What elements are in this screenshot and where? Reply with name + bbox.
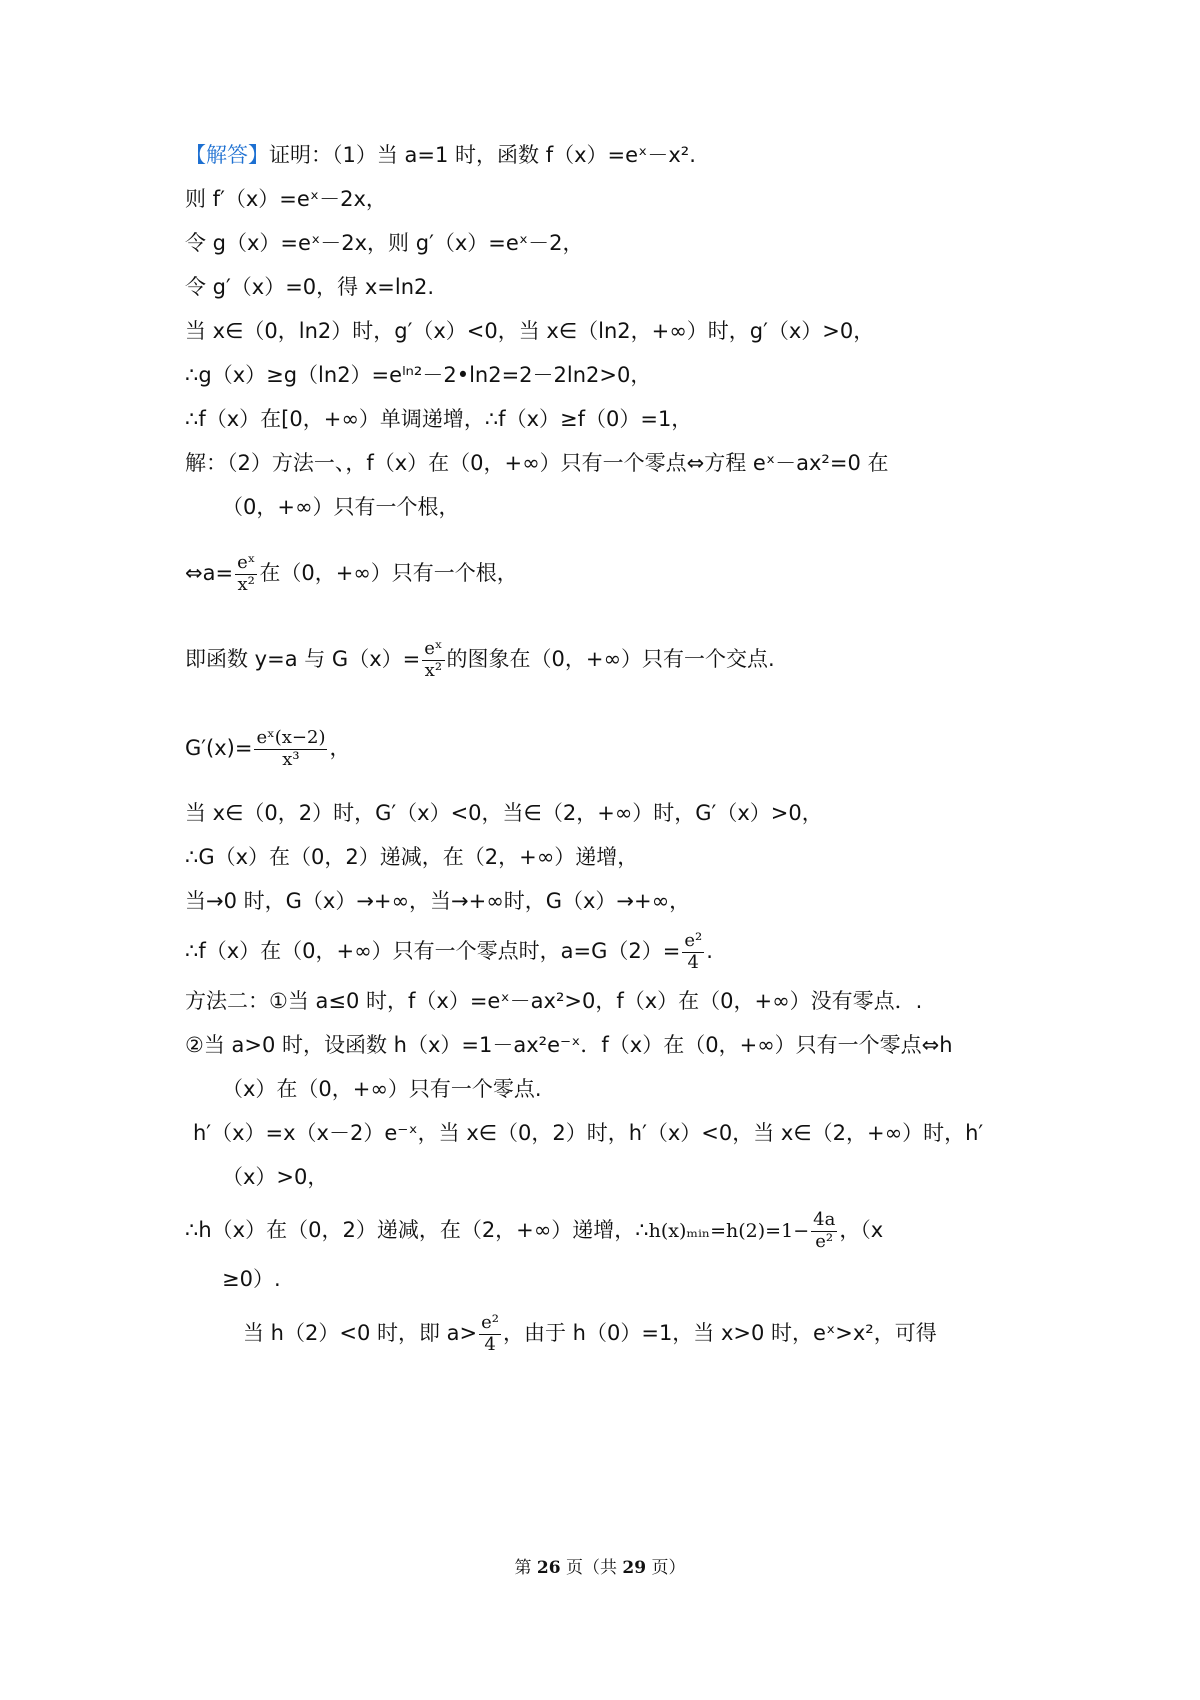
answer-line-20: h′（x）=x（x－2）e⁻ˣ，当 x∈（0，2）时，h′（x）<0，当 x∈（2，+∞）时，h′	[193, 1121, 984, 1145]
answer-line-19: （x）在（0，+∞）只有一个零点.	[222, 1077, 542, 1101]
answer-line-12: G′(x)= $\frac{\text{eˣ(x−2)}}{\text{x³}}$ ，	[185, 727, 351, 770]
answer-line-6: ∴g（x）≥g（ln2）=eˡⁿ²－2•ln2=2－2ln2>0，	[185, 363, 652, 387]
answer-line-21: （x）>0，	[222, 1165, 329, 1189]
answer-line-3: 令 g（x）=eˣ－2x，则 g′（x）=eˣ－2，	[185, 231, 584, 255]
answer-line-1: 【解答】证明：（1）当 a=1 时，函数 f（x）=eˣ－x².	[185, 143, 696, 167]
answer-line-15: 当→0 时，G（x）→+∞，当→+∞时，G（x）→+∞，	[185, 889, 691, 913]
fraction: $\frac{\text{e²}}{4}$	[684, 930, 703, 973]
answer-line-9: （0，+∞）只有一个根，	[222, 495, 460, 519]
fraction: $\frac{\text{e²}}{4}$	[481, 1312, 499, 1355]
fraction: $\frac{\text{eˣ(x−2)}}{\text{x³}}$	[256, 727, 326, 770]
answer-line-4: 令 g′（x）=0，得 x=ln2.	[185, 275, 435, 299]
answer-line-24: 当 h（2）<0 时，即 a> $\frac{\text{e²}}{4}$ ，由于 h（0）=1，当 x>0 时，eˣ>x²，可得	[243, 1312, 937, 1355]
answer-tag: 【解答】	[185, 143, 269, 167]
fraction: $\frac{4a}{\text{e²}}$	[813, 1209, 836, 1252]
fraction: $\frac{\text{eˣ}}{\text{x²}}$	[424, 638, 443, 681]
answer-line-23: ≥0）.	[222, 1267, 281, 1291]
answer-line-14: ∴G（x）在（0，2）递减，在（2，+∞）递增，	[185, 845, 639, 869]
answer-line-17: 方法二：①当 a≤0 时，f（x）=eˣ－ax²>0，f（x）在（0，+∞）没有零点．.	[185, 989, 923, 1013]
answer-line-8: 解：（2）方法一、，f（x）在（0，+∞）只有一个零点⇔方程 eˣ－ax²=0 在	[185, 451, 889, 475]
page-footer: 第 26 页（共 29 页）	[514, 1558, 686, 1578]
current-page: 26	[536, 1558, 561, 1578]
fraction: $\frac{\text{eˣ}}{\text{x²}}$	[237, 552, 256, 595]
answer-line-16: ∴f（x）在（0，+∞）只有一个零点时，a=G（2）= $\frac{\text{e²}}{4}$ .	[185, 930, 713, 973]
total-pages: 29	[622, 1558, 647, 1578]
answer-line-5: 当 x∈（0，ln2）时，g′（x）<0，当 x∈（ln2，+∞）时，g′（x）>0，	[185, 319, 875, 343]
answer-line-11: 即函数 y=a 与 G（x）= $\frac{\text{eˣ}}{\text{x²}}$ 的图象在（0，+∞）只有一个交点.	[185, 638, 775, 681]
answer-line-10: ⇔a= $\frac{\text{eˣ}}{\text{x²}}$ 在（0，+∞）只有一个根，	[185, 552, 518, 595]
answer-line-2: 则 f′（x）=eˣ－2x，	[185, 187, 387, 211]
answer-line-13: 当 x∈（0，2）时，G′（x）<0，当∈（2，+∞）时，G′（x）>0，	[185, 801, 823, 825]
answer-line-7: ∴f（x）在[0，+∞）单调递增，∴f（x）≥f（0）=1，	[185, 407, 693, 431]
answer-line-18: ②当 a>0 时，设函数 h（x）=1－ax²e⁻ˣ．f（x）在（0，+∞）只有一个零点⇔h	[185, 1033, 953, 1057]
answer-line-22: ∴h（x）在（0，2）递减，在（2，+∞）递增，∴h(x)ₘᵢₙ=h(2)=1− $\frac{4a}{\text{e²}}$ ，（x	[185, 1209, 884, 1252]
